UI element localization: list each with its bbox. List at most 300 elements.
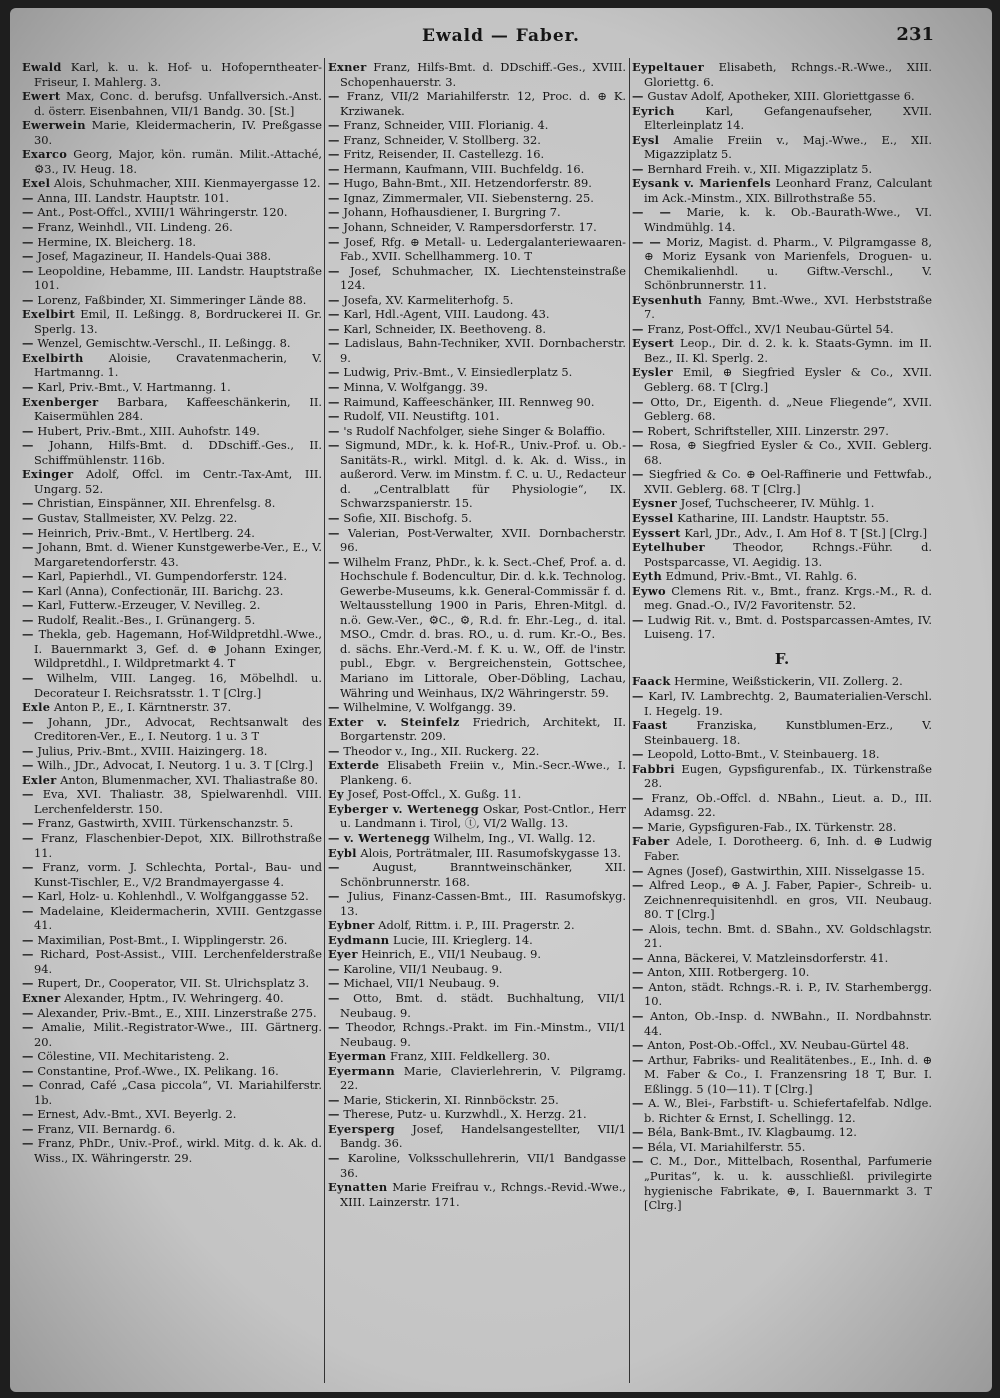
entry-surname: — — xyxy=(632,234,662,249)
directory-entry xyxy=(632,1009,932,1038)
entry-details: Franz, Hilfs-Bmt. d. DDschiff.-Ges., XVIII. Schopenhauerstr. 3. xyxy=(340,60,626,89)
entry-details: Leopoldine, Hebamme, III. Landstr. Hauptstraße 101. xyxy=(33,263,322,293)
entry-surname: — xyxy=(328,380,340,395)
entry-surname: Ewerwein xyxy=(22,118,86,133)
entry-details: Wilhelm Franz, PhDr., k. k. Sect.-Chef, Prof. a. d. Hochschule f. Bodencultur, Dir. d. k.k. Technolog. Gewerbe-Museums, k.k. General-Commissär f. d. Weltausstellung 1900 in Paris, Ehren-Mitgl. d. n.ö. Gew.-Ver., ⚙C., ⚙, R.d. fr. Ehr.-Leg., d. ital. MSO., Cmdr. d. bras. RO., u. d. rum. Kr.-O., Bes. d. sächs. Ehr.-Verd.-M. f. K. u. W., Off. de l'instr. publ., Ebgr. v. Bergreichenstein, Gottschee, Mariano im Littorale, Ober-Döbling, Lachau, Währing und Weinhaus, IX/2 Währingerstr. 59. xyxy=(339,554,626,700)
entry-details: Franz, vorm. J. Schlechta, Portal-, Bau- und Kunst-Tischler, E., V/2 Brandmayergasse 4. xyxy=(33,860,322,889)
entry-surname: Eysl xyxy=(632,132,660,147)
entry-surname: — xyxy=(328,700,340,715)
entry-surname: Eyberger v. Wertenegg xyxy=(328,801,480,816)
directory-entry xyxy=(22,1064,322,1079)
directory-entry xyxy=(328,511,626,526)
entry-surname: — xyxy=(22,830,34,845)
directory-entry xyxy=(328,89,626,118)
entry-details: Emil, ⊕ Siegfried Eysler & Co., XVII. Geblerg. 68. T [Clrg.] xyxy=(644,365,932,395)
entry-details: Franz, XIII. Feldkellerg. 30. xyxy=(386,1049,551,1064)
entry-details: Edmund, Priv.-Bmt., VI. Rahlg. 6. xyxy=(662,569,858,584)
entry-surname: — xyxy=(632,161,644,176)
entry-surname: Exelbirt xyxy=(22,307,76,322)
directory-entry xyxy=(22,118,322,147)
entry-surname: Exel xyxy=(22,176,51,191)
directory-entry xyxy=(328,976,626,991)
entry-details: Adolf, Offcl. im Centr.-Tax-Amt, III. Ungarg. 52. xyxy=(34,467,322,496)
directory-entry xyxy=(632,511,932,526)
entry-surname: — xyxy=(328,220,340,235)
directory-entry xyxy=(328,526,626,555)
directory-entry xyxy=(22,89,322,118)
entry-details: Elisabeth, Rchngs.-R.-Wwe., XIII. Gloriettg. 6. xyxy=(644,60,932,89)
directory-entry xyxy=(328,715,626,744)
entry-details: Moriz, Magist. d. Pharm., V. Pilgramgasse 8, ⊕ Moriz Eysank von Marienfels, Droguen- u. Chemikalienhdl. u. Giftw.-Verschl., V. Schönbrunnerstr. 11. xyxy=(644,234,932,293)
entry-details: Gustav, Stallmeister, XV. Pelzg. 22. xyxy=(33,510,238,525)
entry-surname: — xyxy=(22,249,34,264)
entry-surname: — xyxy=(328,554,340,569)
entry-surname: — xyxy=(328,976,340,991)
entry-details: Hugo, Bahn-Bmt., XII. Hetzendorferstr. 89. xyxy=(339,176,592,191)
entry-details: Clemens Rit. v., Bmt., franz. Krgs.-M., R. d. meg. Gnad.-O., IV/2 Favoritenstr. 52. xyxy=(644,583,932,613)
directory-entry xyxy=(328,831,626,846)
entry-details: Anna, Bäckerei, V. Matzleinsdorferstr. 41. xyxy=(643,950,889,965)
entry-details: Karl, Priv.-Bmt., V. Hartmanng. 1. xyxy=(33,380,231,395)
directory-entry xyxy=(632,834,932,863)
directory-entry xyxy=(22,176,322,191)
entry-surname: — xyxy=(22,205,34,220)
entry-surname: — xyxy=(328,147,340,162)
directory-entry xyxy=(328,1093,626,1108)
entry-details: Karl, Papierhdl., VI. Gumpendorferstr. 124. xyxy=(33,569,287,584)
entry-surname: — xyxy=(328,118,340,133)
column-2 xyxy=(328,60,626,1209)
directory-entry xyxy=(22,60,322,89)
directory-entry xyxy=(632,60,932,89)
directory-entry xyxy=(632,162,932,177)
directory-entry xyxy=(632,438,932,467)
directory-entry xyxy=(22,816,322,831)
directory-entry xyxy=(22,336,322,351)
entry-surname: — xyxy=(22,220,34,235)
directory-entry xyxy=(632,89,932,104)
entry-details: Julius, Finanz-Cassen-Bmt., III. Rasumofskyg. 13. xyxy=(339,889,626,918)
entry-details: Hermann, Kaufmann, VIII. Buchfeldg. 16. xyxy=(339,161,585,176)
entry-details: Rupert, Dr., Cooperator, VII. St. Ulrichsplatz 3. xyxy=(33,976,310,991)
entry-surname: — xyxy=(328,423,340,438)
entry-surname: — xyxy=(328,292,340,307)
entry-surname: — xyxy=(632,747,644,762)
directory-entry xyxy=(22,220,322,235)
entry-surname: — xyxy=(328,860,340,875)
entry-surname: — xyxy=(328,336,340,351)
entry-details: Josef, Post-Offcl., X. Gußg. 11. xyxy=(343,787,522,802)
entry-details: Raimund, Kaffeeschänker, III. Rennweg 90. xyxy=(339,394,595,409)
directory-entry xyxy=(328,336,626,365)
entry-surname: — xyxy=(632,394,644,409)
entry-surname: — xyxy=(22,336,34,351)
directory-entry xyxy=(22,744,322,759)
entry-details: Richard, Post-Assist., VIII. Lerchenfelderstraße 94. xyxy=(33,947,322,976)
directory-entry xyxy=(328,365,626,380)
running-title: Ewald — Faber. xyxy=(422,26,580,46)
directory-entry xyxy=(328,846,626,861)
entry-details: Karl, Schneider, IX. Beethoveng. 8. xyxy=(339,321,547,336)
entry-details: Alois, Porträtmaler, III. Rasumofskygasse 13. xyxy=(356,845,622,860)
directory-entry xyxy=(632,526,932,541)
directory-entry xyxy=(22,627,322,671)
directory-entry xyxy=(632,718,932,747)
entry-details: Karl, Futterw.-Erzeuger, V. Nevilleg. 2. xyxy=(33,598,261,613)
directory-entry xyxy=(22,1136,322,1165)
directory-entry xyxy=(328,787,626,802)
directory-entry xyxy=(328,424,626,439)
entry-surname: — xyxy=(22,380,34,395)
directory-entry xyxy=(328,802,626,831)
entry-details: Leopold, Lotto-Bmt., V. Steinbauerg. 18. xyxy=(643,747,880,762)
directory-entry xyxy=(632,365,932,394)
directory-entry xyxy=(328,162,626,177)
entry-details: Wilh., JDr., Advocat, I. Neutorg. 1 u. 3. T [Clrg.] xyxy=(33,758,313,773)
directory-entry xyxy=(22,205,322,220)
entry-details: Therese, Putz- u. Kurzwhdl., X. Herzg. 21. xyxy=(339,1107,587,1122)
entry-details: Franz, Schneider, V. Stollberg. 32. xyxy=(339,132,541,147)
entry-details: Hermine, IX. Bleicherg. 18. xyxy=(33,234,197,249)
directory-entry xyxy=(632,613,932,642)
entry-surname: — xyxy=(22,889,34,904)
entry-details: Marie, k. k. Ob.-Baurath-Wwe., VI. Windmühlg. 14. xyxy=(644,205,933,235)
entry-details: Franz, Ob.-Offcl. d. NBahn., Lieut. a. D., III. Adamsg. 22. xyxy=(643,790,932,820)
directory-entry xyxy=(22,904,322,933)
entry-surname: — xyxy=(22,1078,34,1093)
entry-surname: — — xyxy=(632,205,672,220)
entry-details: Thekla, geb. Hagemann, Hof-Wildpretdhl.-Wwe., I. Bauernmarkt 3, Gef. d. ⊕ Johann Exinger, Wildpretdhl., I. Wildpretmarkt 4. T xyxy=(33,627,322,671)
directory-entry xyxy=(22,773,322,788)
entry-surname: — xyxy=(22,860,34,875)
directory-entry xyxy=(328,307,626,322)
entry-details: Max, Conc. d. berufsg. Unfallversich.-Anst. d. österr. Eisenbahnen, VII/1 Bandg. 30. [St.] xyxy=(34,89,322,118)
directory-entry xyxy=(632,762,932,791)
directory-entry xyxy=(22,831,322,860)
entry-surname: Exenberger xyxy=(22,394,99,409)
directory-entry xyxy=(632,951,932,966)
entry-surname: — xyxy=(632,1154,644,1169)
directory-entry xyxy=(22,1020,322,1049)
entry-details: Marie, Clavierlehrerin, V. Pilgramg. 22. xyxy=(340,1063,626,1093)
entry-surname: — xyxy=(632,688,644,703)
entry-details: Anton, XIII. Rotbergerg. 10. xyxy=(643,965,810,980)
entry-surname: — xyxy=(22,423,34,438)
directory-entry xyxy=(632,176,932,205)
entry-surname: — xyxy=(328,438,340,453)
entry-surname: — xyxy=(328,1107,340,1122)
entry-surname: Eysner xyxy=(632,496,678,511)
entry-surname: — xyxy=(328,263,340,278)
entry-surname: — xyxy=(22,525,34,540)
directory-entry xyxy=(22,860,322,889)
entry-surname: — xyxy=(632,790,644,805)
entry-details: Marie, Stickerin, XI. Rinnböckstr. 25. xyxy=(339,1092,559,1107)
directory-entry xyxy=(328,1151,626,1180)
directory-entry xyxy=(632,674,932,689)
entry-surname: — xyxy=(328,991,340,1005)
entry-details: Karl, Hdl.-Agent, VIII. Laudong. 43. xyxy=(339,307,550,322)
directory-entry xyxy=(22,380,322,395)
entry-surname: — xyxy=(22,932,34,947)
directory-entry xyxy=(328,264,626,293)
entry-details: Franz, VII/2 Mariahilferstr. 12, Proc. d. ⊕ K. Krziwanek. xyxy=(339,89,626,118)
entry-surname: — xyxy=(328,1151,340,1166)
entry-surname: Eyth xyxy=(632,569,663,584)
entry-surname: Eysenhuth xyxy=(632,292,703,307)
directory-entry xyxy=(328,1180,626,1209)
entry-details: Agnes (Josef), Gastwirthin, XIII. Nisselgasse 15. xyxy=(643,863,925,878)
entry-details: Rudolf, VII. Neustiftg. 101. xyxy=(339,409,500,424)
directory-entry xyxy=(328,133,626,148)
entry-details: Amalie Freiin v., Maj.-Wwe., E., XII. Migazziplatz 5. xyxy=(644,132,932,162)
directory-entry xyxy=(328,962,626,977)
entry-details: Karl, IV. Lambrechtg. 2, Baumaterialien-Verschl. I. Hegelg. 19. xyxy=(643,688,932,718)
entry-details: Lucie, III. Krieglerg. 14. xyxy=(389,932,533,947)
entry-surname: — xyxy=(328,89,340,104)
entry-details: Karl, Holz- u. Kohlenhdl., V. Wolfganggasse 52. xyxy=(33,889,309,904)
entry-details: Alois, Schuhmacher, XIII. Kienmayergasse 12. xyxy=(50,176,321,191)
entry-surname: — xyxy=(22,569,34,584)
entry-surname: — xyxy=(22,1005,34,1020)
directory-entry xyxy=(22,438,322,467)
directory-entry xyxy=(22,1122,322,1137)
directory-entry xyxy=(328,395,626,410)
entry-surname: — xyxy=(632,921,644,936)
entry-surname: — xyxy=(22,714,34,729)
entry-surname: Eysler xyxy=(632,365,674,380)
entry-details: Fritz, Reisender, II. Castellezg. 16. xyxy=(339,147,545,162)
entry-surname: — xyxy=(22,292,34,307)
directory-entry xyxy=(22,889,322,904)
entry-details: Heinrich, Priv.-Bmt., V. Hertlberg. 24. xyxy=(33,525,255,540)
directory-entry xyxy=(22,235,322,250)
entry-surname: — xyxy=(328,394,340,409)
entry-surname: — xyxy=(632,321,644,336)
entry-details: Franziska, Kunstblumen-Erz., V. Steinbauerg. 18. xyxy=(644,718,932,747)
entry-details: Johann, Hofhausdiener, I. Burgring 7. xyxy=(339,205,561,220)
directory-entry xyxy=(632,467,932,496)
entry-details: Johann, Bmt. d. Wiener Kunstgewerbe-Ver., E., V. Margaretendorferstr. 43. xyxy=(33,540,322,569)
entry-surname: — xyxy=(328,205,340,220)
directory-page xyxy=(10,8,992,1392)
entry-surname: — xyxy=(632,1009,644,1023)
entry-details: Josef, Tuchscheerer, IV. Mühlg. 1. xyxy=(677,496,875,511)
directory-entry xyxy=(328,889,626,918)
entry-details: Christian, Einspänner, XII. Ehrenfelsg. 8. xyxy=(33,496,276,511)
entry-details: Eva, XVI. Thaliastr. 38, Spielwarenhdl. VIII. Lerchenfelderstr. 150. xyxy=(33,787,322,816)
directory-entry xyxy=(328,1064,626,1093)
entry-details: Bernhard Freih. v., XII. Migazziplatz 5. xyxy=(643,161,873,176)
entry-surname: — xyxy=(328,510,340,525)
entry-details: Josef, Rfg. ⊕ Metall- u. Ledergalanteriewaaren-Fab., XVII. Schellhammerg. 10. T xyxy=(339,234,626,264)
directory-entry xyxy=(22,496,322,511)
directory-entry xyxy=(328,933,626,948)
entry-details: Franz, PhDr., Univ.-Prof., wirkl. Mitg. d. k. Ak. d. Wiss., IX. Währingerstr. 29. xyxy=(33,1136,322,1166)
entry-surname: — xyxy=(22,758,34,773)
entry-surname: Eypeltauer xyxy=(632,60,705,74)
entry-surname: — xyxy=(632,1125,644,1140)
entry-details: Oskar, Post-Cntlor., Herr u. Landmann i. Tirol, ⓣ, VI/2 Wallg. 13. xyxy=(340,801,626,831)
directory-entry xyxy=(328,758,626,787)
entry-surname: Eyssel xyxy=(632,510,674,525)
entry-surname: — xyxy=(22,598,34,613)
entry-surname: — xyxy=(22,1063,34,1078)
entry-details: Leop., Dir. d. 2. k. k. Staats-Gymn. im II. Bez., II. Kl. Sperlg. 2. xyxy=(644,336,932,365)
entry-details: Béla, VI. Mariahilferstr. 55. xyxy=(643,1139,806,1154)
entry-details: August, Branntweinschänker, XII. Schönbrunnerstr. 168. xyxy=(339,860,626,889)
entry-details: Leonhard Franz, Calculant im Ack.-Minstm., XIX. Billrothstraße 55. xyxy=(644,176,932,205)
entry-surname: Eynatten xyxy=(328,1180,388,1195)
entry-details: Robert, Schriftsteller, XIII. Linzerstr. 297. xyxy=(643,423,889,438)
entry-details: Eugen, Gypsfigurenfab., IX. Türkenstraße 28. xyxy=(644,761,932,791)
entry-details: Fanny, Bmt.-Wwe., XVI. Herbststraße 7. xyxy=(644,292,932,322)
directory-entry xyxy=(328,147,626,162)
directory-entry xyxy=(328,191,626,206)
directory-entry xyxy=(632,584,932,613)
entry-details: 's Rudolf Nachfolger, siehe Singer & Bolaffio. xyxy=(339,423,606,438)
entry-details: Sofie, XII. Bischofg. 5. xyxy=(339,510,472,525)
entry-details: Aloisie, Cravatenmacherin, V. Hartmanng. 1. xyxy=(34,350,322,380)
directory-entry xyxy=(632,569,932,584)
entry-surname: Exner xyxy=(328,60,367,74)
entry-surname: Eyersperg xyxy=(328,1121,395,1136)
entry-details: Siegfried & Co. ⊕ Oel-Raffinerie und Fettwfab., XVII. Geblerg. 68. T [Clrg.] xyxy=(643,467,932,496)
directory-entry xyxy=(632,293,932,322)
directory-entry xyxy=(632,1154,932,1212)
directory-entry xyxy=(632,133,932,162)
directory-entry xyxy=(22,991,322,1006)
entry-details: Josefa, XV. Karmeliterhofg. 5. xyxy=(339,292,514,307)
directory-entry xyxy=(22,395,322,424)
directory-entry xyxy=(22,613,322,628)
entry-details: Franz, VII. Bernardg. 6. xyxy=(33,1121,176,1136)
directory-entry xyxy=(328,1020,626,1049)
entry-details: Minna, V. Wolfgangg. 39. xyxy=(339,380,488,395)
entry-details: Ludwig, Priv.-Bmt., V. Einsiedlerplatz 5. xyxy=(339,365,573,380)
entry-details: Valerian, Post-Verwalter, XVII. Dornbacherstr. 96. xyxy=(339,525,626,555)
page-number: 231 xyxy=(896,24,934,45)
directory-entry xyxy=(22,147,322,176)
entry-details: Franz, Flaschenbier-Depot, XIX. Billrothstraße 11. xyxy=(33,830,322,860)
entry-surname: — xyxy=(22,540,34,555)
entry-surname: — xyxy=(328,161,340,176)
entry-details: Anton P., E., I. Kärntnerstr. 37. xyxy=(50,700,232,715)
entry-surname: Faber xyxy=(632,834,670,849)
directory-entry xyxy=(632,1053,932,1097)
directory-entry xyxy=(328,322,626,337)
directory-entry xyxy=(328,409,626,424)
directory-entry xyxy=(22,1078,322,1107)
entry-surname: Eyssert xyxy=(632,525,681,540)
directory-entry xyxy=(632,791,932,820)
directory-entry xyxy=(632,395,932,424)
directory-entry xyxy=(632,540,932,569)
directory-entry xyxy=(22,540,322,569)
entry-details: Marie Freifrau v., Rchngs.-Revid.-Wwe., XIII. Lainzerstr. 171. xyxy=(340,1180,626,1209)
entry-surname: Eydmann xyxy=(328,932,390,947)
entry-details: Marie, Gypsfiguren-Fab., IX. Türkenstr. 28. xyxy=(643,819,897,834)
entry-details: Karl, Gefangenaufseher, XVII. Elterleinplatz 14. xyxy=(644,103,932,133)
entry-details: Johann, JDr., Advocat, Rechtsanwalt des Creditoren-Ver., E., I. Neutorg. 1 u. 3 T xyxy=(33,714,322,744)
entry-details: Elisabeth Freiin v., Min.-Secr.-Wwe., I. Plankeng. 6. xyxy=(340,758,626,787)
directory-entry xyxy=(632,689,932,718)
entry-surname: Eyermann xyxy=(328,1063,395,1078)
directory-entry xyxy=(632,980,932,1009)
entry-details: Ernest, Adv.-Bmt., XVI. Beyerlg. 2. xyxy=(33,1107,237,1122)
directory-entry xyxy=(632,1140,932,1155)
entry-surname: — xyxy=(22,816,34,831)
entry-surname: — xyxy=(22,670,34,685)
directory-entry xyxy=(22,424,322,439)
entry-details: Theodor, Rchngs.-Prakt. im Fin.-Minstm., VII/1 Neubaug. 9. xyxy=(339,1020,626,1049)
directory-entry xyxy=(328,744,626,759)
entry-surname: — xyxy=(632,467,644,482)
entry-surname: Exinger xyxy=(22,467,74,482)
entry-surname: — xyxy=(632,1052,644,1067)
entry-surname: — xyxy=(328,409,340,424)
entry-details: Sigmund, MDr., k. k. Hof-R., Univ.-Prof. u. Ob.-Sanitäts-R., wirkl. Mitgl. d. k. Ak. d. Wiss., in außerord. Verw. im Minstm. f. C. u. U., Redacteur d. „Centralblatt für Physiologie“, IX. Schwarzspanierstr. 15. xyxy=(339,438,626,511)
entry-surname: Eybner xyxy=(328,918,375,933)
directory-entry xyxy=(632,322,932,337)
entry-details: Madelaine, Kleidermacherin, XVIII. Gentzgasse 41. xyxy=(33,903,322,933)
directory-entry xyxy=(632,922,932,951)
entry-details: C. M., Dor., Mittelbach, Rosenthal, Parfumerie „Puritas“, k. u. k. ausschließl. privilegirte hygienische Fabrikate, ⊕, I. Bauernmarkt 3. T [Clrg.] xyxy=(643,1154,932,1213)
entry-details: Adele, I. Dorotheerg. 6, Inh. d. ⊕ Ludwig Faber. xyxy=(644,834,932,863)
entry-surname: Exterde xyxy=(328,758,380,773)
entry-surname: — v. Wertenegg xyxy=(328,830,431,845)
entry-surname: — xyxy=(632,1096,644,1111)
entry-details: Otto, Dr., Eigenth. d. „Neue Fliegende“, XVII. Geblerg. 68. xyxy=(643,394,932,424)
directory-entry xyxy=(632,1125,932,1140)
directory-entry xyxy=(22,526,322,541)
entry-surname: — xyxy=(328,132,340,147)
entry-surname: — xyxy=(328,234,340,249)
entry-surname: — xyxy=(22,1121,34,1136)
entry-surname: — xyxy=(22,947,34,962)
column-divider xyxy=(629,58,630,1383)
entry-surname: — xyxy=(22,787,34,802)
entry-details: Cölestine, VII. Mechitaristeng. 2. xyxy=(33,1049,230,1064)
entry-surname: Eyer xyxy=(328,947,358,962)
entry-surname: — xyxy=(632,438,644,453)
directory-entry xyxy=(22,264,322,293)
directory-entry xyxy=(328,1107,626,1122)
directory-entry xyxy=(22,947,322,976)
entry-details: Franz, Post-Offcl., XV/1 Neubau-Gürtel 54. xyxy=(643,321,894,336)
entry-details: Franz, Schneider, VIII. Florianig. 4. xyxy=(339,118,549,133)
entry-details: Maximilian, Post-Bmt., I. Wipplingerstr. 26. xyxy=(33,932,288,947)
entry-surname: — xyxy=(22,438,34,453)
entry-details: Katharine, III. Landstr. Hauptstr. 55. xyxy=(673,510,890,525)
directory-entry xyxy=(328,380,626,395)
directory-entry xyxy=(22,976,322,991)
directory-entry xyxy=(22,569,322,584)
entry-details: Lorenz, Faßbinder, XI. Simmeringer Lände 88. xyxy=(33,292,307,307)
entry-details: Ignaz, Zimmermaler, VII. Siebensterng. 25. xyxy=(339,190,594,205)
entry-details: Josef, Handelsangestellter, VII/1 Bandg. 36. xyxy=(340,1121,626,1151)
directory-entry xyxy=(22,293,322,308)
entry-details: Karl, JDr., Adv., I. Am Hof 8. T [St.] [Clrg.] xyxy=(680,525,928,540)
entry-details: Rudolf, Realit.-Bes., I. Grünangerg. 5. xyxy=(33,612,256,627)
directory-entry xyxy=(328,860,626,889)
directory-entry xyxy=(22,933,322,948)
directory-entry xyxy=(22,787,322,816)
entry-surname: — xyxy=(22,627,34,642)
entry-details: Alfred Leop., ⊕ A. J. Faber, Papier-, Schreib- u. Zeichnenrequisitenhdl. en gros, VII. Neubaug. 80. T [Clrg.] xyxy=(643,878,932,922)
entry-details: Anton, städt. Rchngs.-R. i. P., IV. Starhembergg. 10. xyxy=(643,979,932,1009)
entry-details: Amalie, Milit.-Registrator-Wwe., III. Gärtnerg. 20. xyxy=(33,1020,322,1049)
